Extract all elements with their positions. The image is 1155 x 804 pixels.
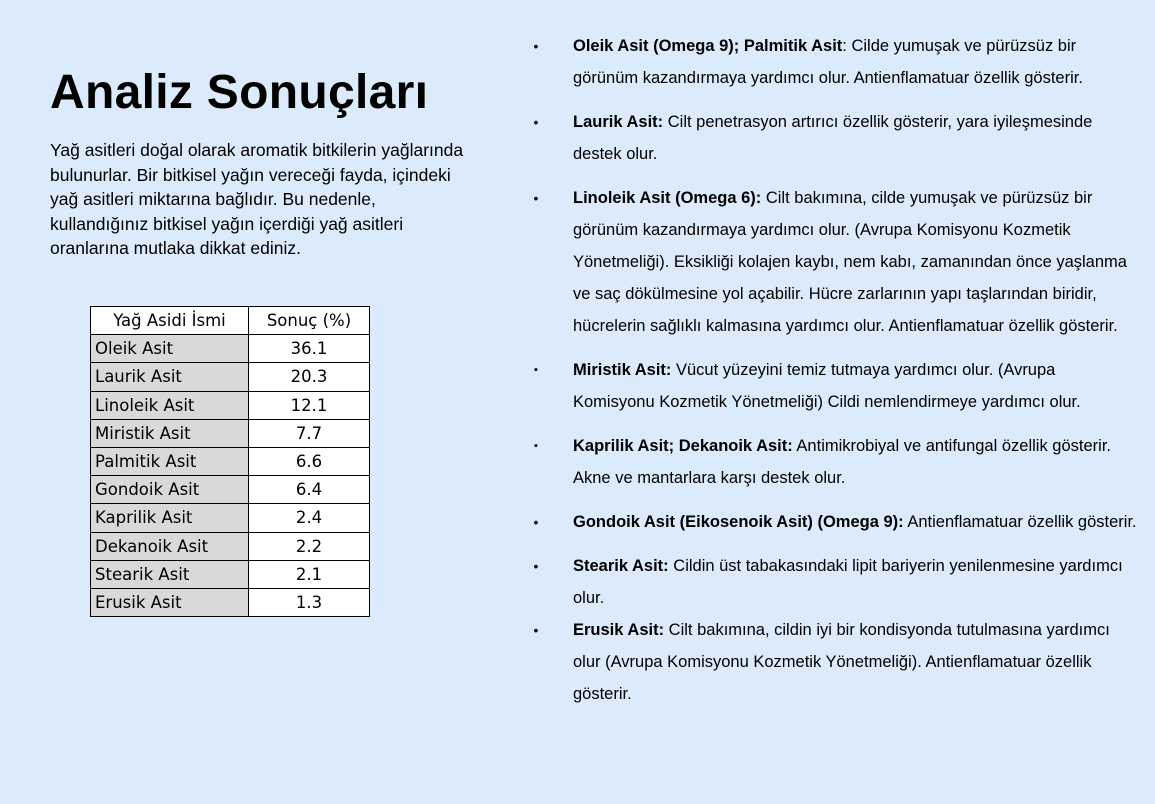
left-column	[50, 64, 470, 261]
list-item-title: Miristik Asit:	[573, 361, 672, 379]
round-bullet-icon: •	[533, 38, 539, 54]
list-item-title: Erusik Asit:	[573, 621, 665, 639]
list-item-oleik-palmitik	[529, 30, 1139, 94]
list-item-laurik	[529, 106, 1139, 170]
list-item-description: Cilt bakımına, cilde yumuşak ve pürüzsüz bir görünüm kazandırmaya yardımcı olur. (Avrupa Komisyonu Kozmetik Yönetmeliği). Eksikliği kolajen kaybı, nem kabı, zamanından önce yaşlanma ve saç dökülmesine yol açabilir. Hücre zarlarının yapı taşlarından biridir, hücrelerin sağlıklı kalmasına yardımcı olur. Antienflamatuar özellik gösterir.	[573, 189, 1127, 335]
acid-value-cell: 12.1	[249, 391, 370, 419]
acid-name-cell: Erusik Asit	[91, 588, 249, 616]
acid-value-cell: 20.3	[249, 363, 370, 391]
acid-name-cell: Palmitik Asit	[91, 447, 249, 475]
list-item-title: Laurik Asit:	[573, 113, 664, 131]
acid-name-cell: Kaprilik Asit	[91, 504, 249, 532]
acid-name-cell: Linoleik Asit	[91, 391, 249, 419]
list-item-description: Cilt penetrasyon artırıcı özellik gösterir, yara iyileşmesinde destek olur.	[573, 113, 1093, 163]
list-item-stearik	[529, 550, 1139, 614]
page-title: Analiz Sonuçları	[50, 66, 429, 119]
round-bullet-icon: •	[533, 514, 539, 530]
acid-name-cell: Dekanoik Asit	[91, 532, 249, 560]
acid-name-cell: Laurik Asit	[91, 363, 249, 391]
list-item-description: Antimikrobiyal ve antifungal özellik gösterir. Akne ve mantarlara karşı destek olur.	[573, 437, 1111, 487]
table-row	[91, 476, 370, 504]
round-bullet-icon: •	[533, 558, 539, 574]
list-item-kaprilik-dekanoik	[529, 430, 1139, 494]
fatty-acid-results-table	[90, 306, 370, 617]
table-row	[91, 504, 370, 532]
intro-paragraph: Yağ asitleri doğal olarak aromatik bitkilerin yağlarında bulunurlar. Bir bitkisel yağın vereceği fayda, içindeki yağ asitleri miktarına bağlıdır. Bu nedenle, kullandığınız bitkisel yağın içerdiği yağ asitleri oranlarına mutlaka dikkat ediniz.	[50, 140, 464, 258]
list-item-title: Gondoik Asit (Eikosenoik Asit) (Omega 9):	[573, 513, 904, 531]
list-item-description: Antienflamatuar özellik gösterir.	[903, 513, 1137, 531]
list-item-erusik	[529, 614, 1139, 710]
round-bullet-icon: •	[533, 114, 539, 130]
table-row	[91, 447, 370, 475]
table-row	[91, 588, 370, 616]
table-row	[91, 391, 370, 419]
list-item-gondoik	[529, 506, 1139, 538]
list-item-title: Kaprilik Asit; Dekanoik Asit:	[573, 437, 793, 455]
table-row	[91, 419, 370, 447]
acid-value-cell: 6.6	[249, 447, 370, 475]
table-header-row	[91, 307, 370, 335]
square-bullet-icon: ▪	[534, 440, 538, 452]
list-item-linoleik	[529, 182, 1139, 342]
round-bullet-icon: •	[533, 622, 539, 638]
list-item-title: Linoleik Asit (Omega 6):	[573, 189, 762, 207]
acid-value-cell: 2.1	[249, 560, 370, 588]
acid-value-cell: 2.4	[249, 504, 370, 532]
list-item-title: Oleik Asit (Omega 9); Palmitik Asit	[573, 37, 843, 55]
list-item-description: : Cilde yumuşak ve pürüzsüz bir görünüm kazandırmaya yardımcı olur. Antienflamatuar özellik gösterir.	[573, 37, 1083, 87]
acid-name-cell: Gondoik Asit	[91, 476, 249, 504]
square-bullet-icon: ▪	[534, 364, 538, 376]
acid-value-cell: 1.3	[249, 588, 370, 616]
table-row	[91, 363, 370, 391]
list-item-description: Vücut yüzeyini temiz tutmaya yardımcı olur. (Avrupa Komisyonu Kozmetik Yönetmeliği) Cildi nemlendirmeye yardımcı olur.	[573, 361, 1081, 411]
table-row	[91, 335, 370, 363]
round-bullet-icon: •	[533, 190, 539, 206]
list-item-description: Cildin üst tabakasındaki lipit bariyerin yenilenmesine yardımcı olur.	[573, 557, 1123, 607]
table-row	[91, 532, 370, 560]
acid-name-cell: Stearik Asit	[91, 560, 249, 588]
list-item-miristik	[529, 354, 1139, 418]
acid-value-cell: 6.4	[249, 476, 370, 504]
acid-value-cell: 2.2	[249, 532, 370, 560]
acid-name-cell: Miristik Asit	[91, 419, 249, 447]
table-row	[91, 560, 370, 588]
list-item-description: Cilt bakımına, cildin iyi bir kondisyonda tutulmasına yardımcı olur (Avrupa Komisyonu Kozmetik Yönetmeliği). Antienflamatuar özellik gösterir.	[573, 621, 1110, 703]
header-result-percent: Sonuç (%)	[249, 307, 370, 335]
acid-name-cell: Oleik Asit	[91, 335, 249, 363]
list-item-title: Stearik Asit:	[573, 557, 669, 575]
acid-value-cell: 7.7	[249, 419, 370, 447]
header-acid-name: Yağ Asidi İsmi	[91, 307, 249, 335]
fatty-acid-benefits-list	[529, 30, 1139, 722]
acid-value-cell: 36.1	[249, 335, 370, 363]
